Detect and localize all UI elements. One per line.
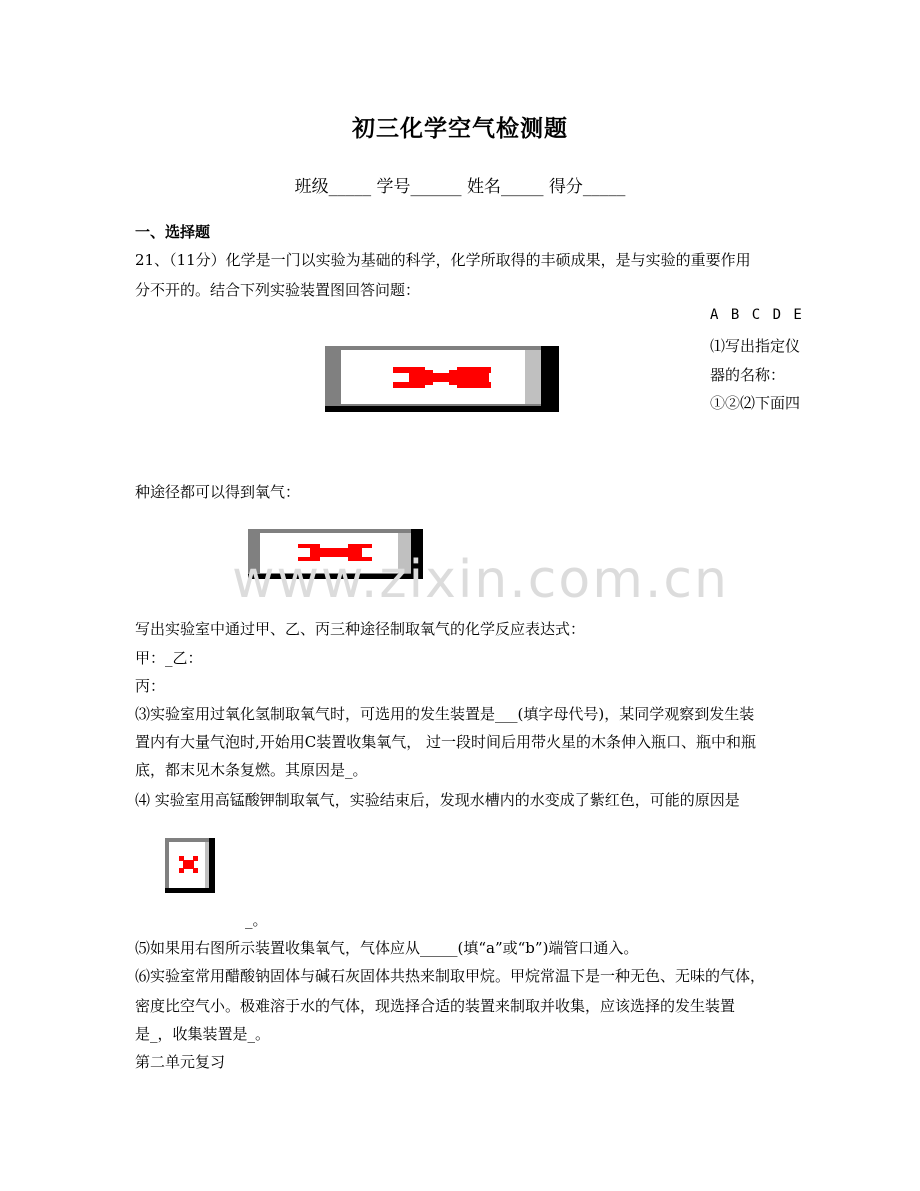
question-intro-line2: 分不开的。结合下列实验装置图回答问题：: [135, 281, 421, 299]
q5-line: ⑸如果用右图所示装置收集氧气，气体应从_____(填“a”或“b”)端管口通入。: [135, 939, 639, 957]
watermark: www.zixin.com.cn: [232, 550, 729, 610]
q3-line1: ⑶实验室用过氧化氢制取氧气时，可选用的发生装置是___(填字母代号)，某同学观察到发生装: [135, 705, 755, 723]
q6-line1: ⑹实验室常用醋酸钠固体与碱石灰固体共热来制取甲烷。甲烷常温下是一种无色、无味的气体，: [135, 967, 766, 985]
q4-blank: _。: [245, 911, 268, 929]
page-title: 初三化学空气检测题: [352, 115, 568, 142]
answer-bing: 丙：: [135, 677, 166, 695]
ways-line: 种途径都可以得到氧气：: [135, 483, 301, 501]
answer-jia-yi: 甲：_乙：: [135, 649, 203, 667]
q6-line2: 密度比空气小。极难溶于水的气体，现选择合适的装置来制取并收集，应该选择的发生装置: [135, 997, 736, 1015]
footer-text: 第二单元复习: [135, 1053, 226, 1071]
question-intro-line1: 21、（11分）化学是一门以实验为基础的科学，化学所取得的丰硕成果，是与实验的重要作用: [135, 251, 751, 269]
q3-line2: 置内有大量气泡时,开始用C装置收集氧气， 过一段时间后用带火星的木条伸入瓶口、瓶中和瓶: [135, 733, 757, 751]
q3-line3: 底，都末见木条复燃。其原因是_。: [135, 761, 368, 779]
q4-line: ⑷ 实验室用高锰酸钾制取氧气，实验结束后，发现水槽内的水变成了紫红色，可能的原因是: [135, 791, 740, 809]
apparatus-letters: A B C D E: [710, 307, 804, 323]
small-figure: [165, 838, 215, 893]
write-prompt: 写出实验室中通过甲、乙、丙三种途径制取氧气的化学反应表达式：: [135, 620, 586, 638]
student-info-line: 班级_____ 学号______ 姓名_____ 得分_____: [294, 177, 626, 197]
section-heading: 一、选择题: [135, 223, 211, 241]
side-question-text: ⑴写出指定仪器的名称：①②⑵下面四: [710, 337, 801, 412]
apparatus-figure: [325, 346, 559, 412]
q6-line3: 是_，收集装置是_。: [135, 1025, 271, 1043]
